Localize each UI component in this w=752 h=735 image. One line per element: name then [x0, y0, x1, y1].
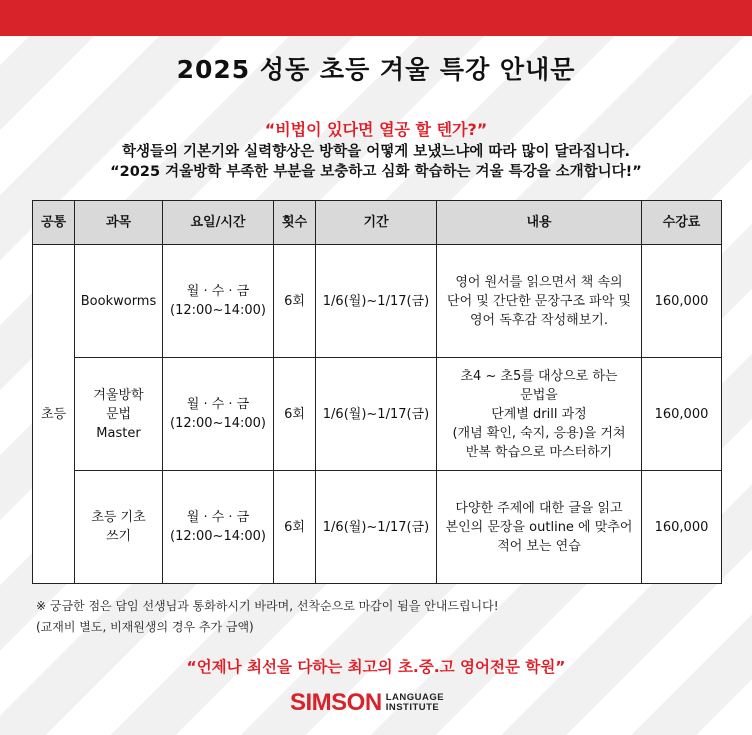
content-cell: 다양한 주제에 대한 글을 읽고 본인의 문장을 outline 에 맞추어 적어 보는 연습 — [437, 471, 642, 584]
header-schedule: 요일/시간 — [163, 201, 274, 245]
schedule-cell: 월 · 수 · 금 (12:00~14:00) — [163, 358, 274, 471]
simson-logo — [290, 688, 444, 718]
tagline: “비법이 있다면 열공 할 텐가?” — [264, 120, 488, 139]
schedule-cell: 월 · 수 · 금 (12:00~14:00) — [163, 245, 274, 358]
count-cell: 6회 — [274, 471, 316, 584]
schedule-cell: 월 · 수 · 금 (12:00~14:00) — [163, 471, 274, 584]
subject-cell: 초등 기초 쓰기 — [75, 471, 163, 584]
table-row — [33, 358, 722, 471]
fee-cell: 160,000 — [642, 471, 722, 584]
intro-line-2: “2025 겨울방학 부족한 부분을 보충하고 심화 학습하는 겨울 특강을 소개합니다!” — [110, 164, 642, 180]
header-period: 기간 — [316, 201, 437, 245]
header-count: 횟수 — [274, 201, 316, 245]
content-cell: 영어 원서를 읽으면서 책 속의 단어 및 간단한 문장구조 파악 및 영어 독후감 작성해보기. — [437, 245, 642, 358]
intro-line-1: 학생들의 기본기와 실력향상은 방학을 어떻게 보냈느냐에 따라 많이 달라집니다. — [121, 144, 631, 160]
period-cell: 1/6(월)~1/17(금) — [316, 358, 437, 471]
page-title: 2025 성동 초등 겨울 특강 안내문 — [176, 55, 576, 84]
period-cell: 1/6(월)~1/17(금) — [316, 245, 437, 358]
header-group: 공통 — [33, 201, 75, 245]
fee-cell: 160,000 — [642, 358, 722, 471]
logo-wordmark: SIMSON — [290, 689, 382, 716]
header-fee: 수강료 — [642, 201, 722, 245]
subject-cell: Bookworms — [75, 245, 163, 358]
logo-sub-line-1: LANGUAGE — [385, 692, 445, 703]
header-content: 내용 — [437, 201, 642, 245]
table-row — [33, 245, 722, 358]
logo-sub-line-2: INSTITUTE — [385, 702, 440, 713]
fee-cell: 160,000 — [642, 245, 722, 358]
slogan: “언제나 최선을 다하는 최고의 초.중.고 영어전문 학원” — [186, 658, 566, 676]
note-line-2: (교재비 별도, 비재원생의 경우 추가 금액) — [36, 620, 254, 634]
course-table — [32, 200, 722, 584]
period-cell: 1/6(월)~1/17(금) — [316, 471, 437, 584]
logo-subtext — [386, 693, 444, 713]
content-cell: 초4 ~ 초5를 대상으로 하는 문법을 단계별 drill 과정 (개념 확인, 숙지, 응용)을 거쳐 반복 학습으로 마스터하기 — [437, 358, 642, 471]
notes — [36, 596, 736, 638]
group-cell: 초등 — [33, 245, 75, 584]
subject-cell: 겨울방학 문법 Master — [75, 358, 163, 471]
top-red-bar — [0, 0, 752, 36]
count-cell: 6회 — [274, 358, 316, 471]
note-line-1: ※ 궁금한 점은 담임 선생님과 통화하시기 바라며, 선착순으로 마감이 됨을 안내드립니다! — [36, 599, 499, 613]
header-subject: 과목 — [75, 201, 163, 245]
table-row — [33, 471, 722, 584]
intro-text — [0, 142, 752, 182]
count-cell: 6회 — [274, 245, 316, 358]
table-header-row — [33, 201, 722, 245]
